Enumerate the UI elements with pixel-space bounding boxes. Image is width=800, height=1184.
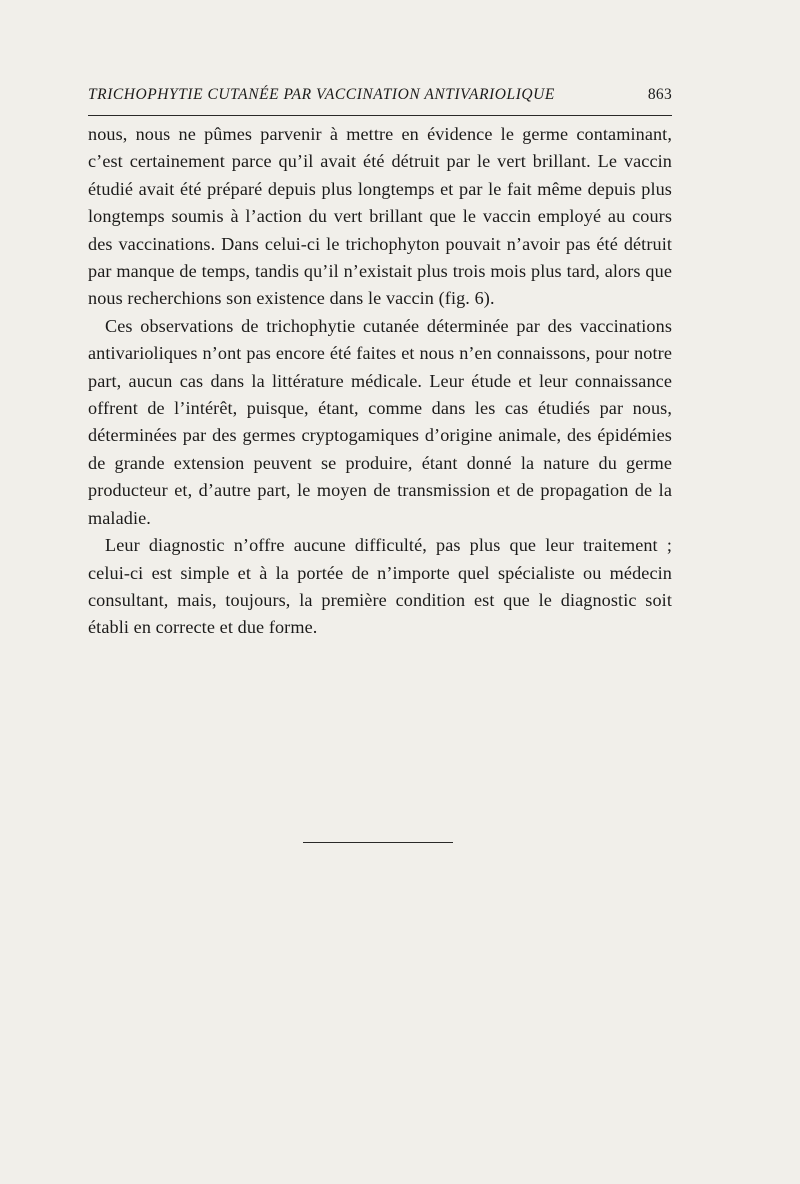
running-title: TRICHOPHYTIE CUTANÉE PAR VACCINATION ANTIVARIOLIQUE [88, 86, 555, 103]
paragraph-3: Leur diagnostic n’offre aucune difficulté, pas plus que leur traitement ; celui-ci est simple et à la portée de n’importe quel spécialiste ou médecin consultant, mais, toujours, la première condition est que le diagnostic soit établi en correcte et due forme. [88, 535, 672, 638]
paragraph-1: nous, nous ne pûmes parvenir à mettre en évidence le germe contaminant, c’est certainement parce qu’il avait été détruit par le vert brillant. Le vaccin étudié avait été préparé depuis plus longtemps et par le fait même depuis plus longtemps soumis à l’action du vert brillant que le vaccin employé au cours des vaccinations. Dans celui-ci le trichophyton pouvait n’avoir pas été détruit par manque de temps, tandis qu’il n’existait plus trois mois plus tard, alors que nous recherchions son existence dans le vaccin (fig. 6). [88, 124, 672, 309]
header-rule [88, 115, 672, 116]
running-head [88, 86, 672, 108]
end-rule [303, 842, 453, 843]
body-text [88, 121, 672, 642]
page-number: 863 [647, 86, 672, 103]
paragraph-2: Ces observations de trichophytie cutanée déterminée par des vaccinations antivarioliques n’ont pas encore été faites et nous n’en connaissons, pour notre part, aucun cas dans la littérature médicale. Leur étude et leur connaissance offrent de l’intérêt, puisque, étant, comme dans les cas étudiés par nous, déterminées par des germes cryptogamiques d’origine animale, des épidémies de grande extension peuvent se produire, étant donné la nature du germe producteur et, d’autre part, le moyen de transmission et de propagation de la maladie. [88, 315, 672, 528]
